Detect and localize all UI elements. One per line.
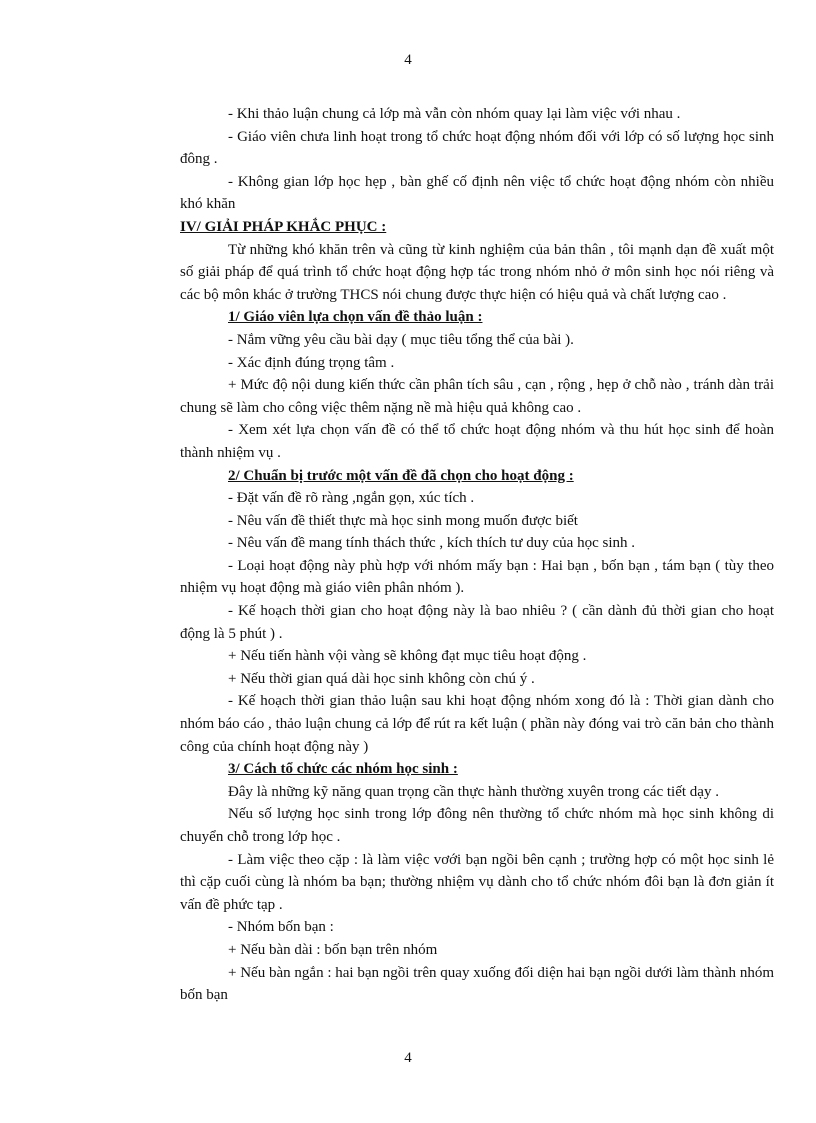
paragraph: - Nêu vấn đề thiết thực mà học sinh mong muốn được biết (228, 512, 578, 529)
subsection-heading: 3/ Cách tổ chức các nhóm học sinh : (228, 761, 458, 778)
paragraph: - Làm việc theo cặp : là làm việc vơới bạn ngồi bên cạnh ; trường hợp có một học sinh lẻ thì cặp cuối cùng là nhóm ba bạn; thường nhiệm vụ dành cho tổ chức nhóm đôi bạn là đơn giản ít vấn đề phức tạp . (180, 851, 774, 913)
paragraph: - Nhóm bốn bạn : (228, 919, 334, 936)
subsection-heading: 2/ Chuẩn bị trước một vấn đề đã chọn cho hoạt động : (228, 467, 574, 484)
paragraph: - Nắm vững yêu cầu bài dạy ( mục tiêu tổng thể của bài ). (228, 331, 574, 348)
paragraph: - Kế hoạch thời gian thảo luận sau khi hoạt động nhóm xong đó là : Thời gian dành cho nhóm báo cáo , thảo luận chung cả lớp để rút ra kết luận ( phần này đóng vai trò căn bản cho thành công của chính hoạt động này ) (180, 693, 774, 755)
paragraph: + Nếu thời gian quá dài học sinh không còn chú ý . (228, 670, 535, 687)
paragraph: Đây là những kỹ năng quan trọng cần thực hành thường xuyên trong các tiết dạy . (228, 783, 719, 800)
paragraph: - Kế hoạch thời gian cho hoạt động này là bao nhiêu ? ( cần dành đủ thời gian cho hoạt động là 5 phút ) . (180, 603, 774, 642)
paragraph: + Nếu tiến hành vội vàng sẽ không đạt mục tiêu hoạt động . (228, 648, 587, 665)
document-body (180, 103, 774, 1007)
paragraph: - Xem xét lựa chọn vấn đề có thể tổ chức hoạt động nhóm và thu hút học sinh để hoàn thành nhiệm vụ . (180, 422, 774, 461)
section-heading: IV/ GIẢI PHÁP KHẮC PHỤC : (180, 218, 387, 235)
paragraph: + Nếu bàn ngắn : hai bạn ngồi trên quay xuống đối diện hai bạn ngồi dưới làm thành nhóm bốn bạn (180, 964, 774, 1004)
paragraph: + Mức độ nội dung kiến thức cần phân tích sâu , cạn , rộng , hẹp ở chỗ nào , tránh dàn trải chung sẽ làm cho công việc thêm nặng nề mà hiệu quả không cao . (180, 377, 774, 416)
subsection-heading: 1/ Giáo viên lựa chọn vấn đề thảo luận : (228, 309, 483, 326)
paragraph: Từ những khó khăn trên và cũng từ kinh nghiệm của bản thân , tôi mạnh dạn đề xuất một số giải pháp để quá trình tổ chức hoạt động hợp tác trong nhóm nhỏ ở môn sinh học nói riêng và các bộ môn khác ở trường THCS nói chung được thực hiện có hiệu quả và chất lượng cao . (180, 241, 774, 303)
paragraph: Nếu số lượng học sinh trong lớp đông nên thường tổ chức nhóm mà học sinh không di chuyển chỗ trong lớp học . (180, 806, 774, 845)
paragraph: - Xác định đúng trọng tâm . (228, 354, 395, 371)
page-number-top: 4 (404, 52, 412, 68)
paragraph: - Không gian lớp học hẹp , bàn ghế cố định nên việc tổ chức hoạt động nhóm còn nhiều khó khăn (180, 173, 774, 213)
page-number-bottom: 4 (404, 1050, 412, 1066)
paragraph: - Đặt vấn đề rõ ràng ,ngắn gọn, xúc tích . (228, 490, 475, 507)
paragraph: - Khi thảo luận chung cả lớp mà vẫn còn nhóm quay lại làm việc với nhau . (228, 106, 681, 122)
paragraph: + Nếu bàn dài : bốn bạn trên nhóm (228, 941, 438, 958)
paragraph: - Nêu vấn đề mang tính thách thức , kích thích tư duy của học sinh . (228, 535, 635, 552)
paragraph: - Loại hoạt động này phù hợp với nhóm mấy bạn : Hai bạn , bốn bạn , tám bạn ( tùy theo nhiệm vụ hoạt động mà giáo viên phân nhóm ). (180, 557, 774, 597)
paragraph: - Giáo viên chưa linh hoạt trong tổ chức hoạt động nhóm đối với lớp có số lượng học sinh đông . (180, 128, 774, 168)
